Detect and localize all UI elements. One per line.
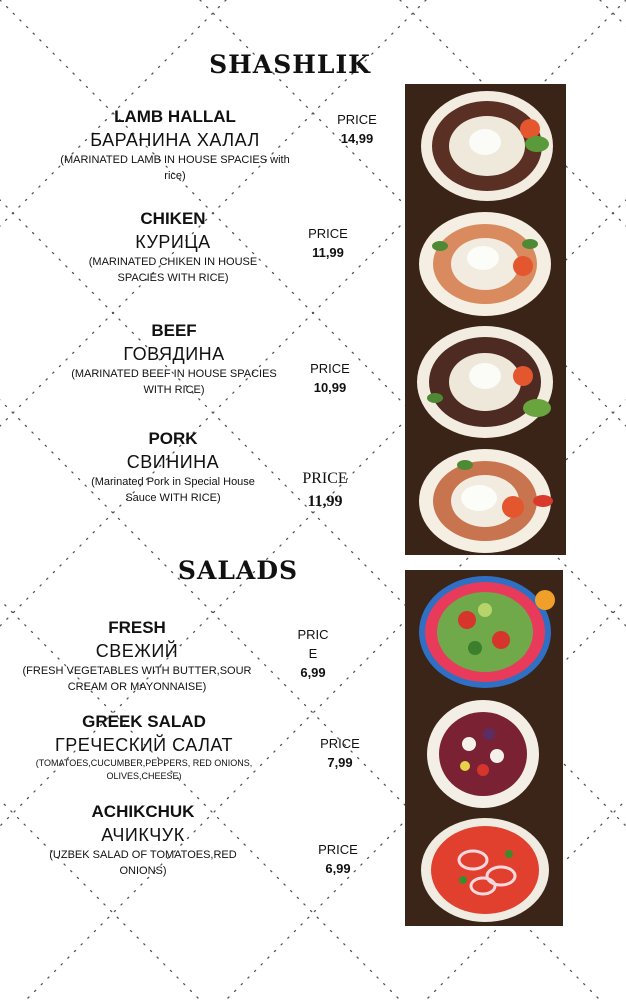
- price-beef: [298, 359, 362, 397]
- price-value: 6,99: [325, 861, 351, 876]
- price-value: 14,99: [340, 131, 374, 146]
- price-label-cont: E: [308, 646, 318, 661]
- price-label: PRICE: [320, 736, 360, 751]
- item-name-en: CHIKEN: [140, 209, 206, 228]
- price-value: 6,99: [300, 665, 326, 680]
- menu-item-fresh: [18, 617, 256, 695]
- price-pork: [290, 467, 360, 513]
- price-label: PRIC: [297, 627, 329, 642]
- item-name-ru: СВЕЖИЙ: [95, 641, 179, 661]
- item-description: (MARINATED BEEF IN HOUSE SPACIES: [71, 368, 277, 380]
- price-chiken: [296, 224, 360, 262]
- item-description: (MARINATED CHIKEN IN HOUSE: [88, 256, 258, 268]
- item-name-ru: ГОВЯДИНА: [123, 344, 225, 364]
- item-name-ru: КУРИЦА: [135, 232, 211, 252]
- price-label: PRICE: [308, 226, 348, 241]
- item-description: (FRESH VEGETABLES WITH BUTTER,SOUR: [22, 665, 252, 677]
- menu-item-chiken: [60, 208, 286, 286]
- item-description-cont: CREAM OR MAYONNAISE): [67, 681, 207, 693]
- dish-photo-chiken: [405, 206, 566, 318]
- item-name-ru: СВИНИНА: [126, 452, 220, 472]
- item-description-cont: ONIONS): [119, 865, 167, 877]
- dish-photo-beef: [405, 318, 566, 443]
- section-title-shashlik: SHASHLIK: [209, 50, 371, 79]
- item-description-cont: OLIVES,CHEESE): [106, 771, 182, 781]
- item-name-en: FRESH: [108, 618, 166, 637]
- item-description: (UZBEK SALAD OF TOMATOES,RED: [49, 849, 237, 861]
- price-greek-salad: [308, 734, 372, 772]
- price-achikchuk: [306, 840, 370, 878]
- dish-photo-fresh: [405, 570, 563, 694]
- dish-photo-lamb: [405, 84, 566, 206]
- menu-item-lamb: [30, 106, 320, 184]
- item-description-cont: rice): [164, 170, 186, 182]
- price-value: 10,99: [313, 380, 347, 395]
- menu-item-pork: [55, 428, 291, 506]
- menu-item-greek-salad: [30, 711, 258, 783]
- price-label: PRICE: [310, 361, 350, 376]
- price-label: PRICE: [337, 112, 377, 127]
- price-label: PRICE: [302, 470, 348, 487]
- item-description: (TOMATOES,CUCUMBER,PEPPERS, RED ONIONS,: [35, 758, 253, 768]
- item-description-cont: Sauce WITH RICE): [125, 492, 221, 504]
- item-name-en: BEEF: [151, 321, 197, 340]
- section-title-salads: SALADS: [177, 556, 299, 585]
- price-label: PRICE: [318, 842, 358, 857]
- item-name-ru: БАРАНИНА ХАЛАЛ: [90, 130, 260, 150]
- price-lamb: [325, 110, 389, 148]
- item-name-ru: ГРЕЧЕСКИЙ САЛАТ: [54, 735, 234, 755]
- item-description: (MARINATED LAMB IN HOUSE SPACIES with: [60, 154, 290, 166]
- price-fresh: [290, 625, 336, 682]
- item-description: (Marinated Pork in Special House: [91, 476, 255, 488]
- item-name-en: LAMB HALLAL: [114, 107, 236, 126]
- item-name-en: PORK: [148, 429, 198, 448]
- item-name-en: ACHIKCHUK: [91, 802, 195, 821]
- item-name-ru: АЧИКЧУК: [101, 825, 185, 845]
- price-value: 7,99: [327, 755, 353, 770]
- menu-item-beef: [45, 320, 303, 398]
- dish-photo-achikchuk: [405, 814, 563, 926]
- price-value: 11,99: [307, 493, 343, 510]
- dish-photo-greek-salad: [405, 694, 563, 814]
- dish-photo-pork: [405, 443, 566, 555]
- item-description-cont: WITH RICE): [143, 384, 205, 396]
- item-description-cont: SPACIES WITH RICE): [117, 272, 229, 284]
- price-value: 11,99: [312, 245, 344, 260]
- item-name-en: GREEK SALAD: [82, 712, 206, 731]
- menu-item-achikchuk: [40, 801, 246, 879]
